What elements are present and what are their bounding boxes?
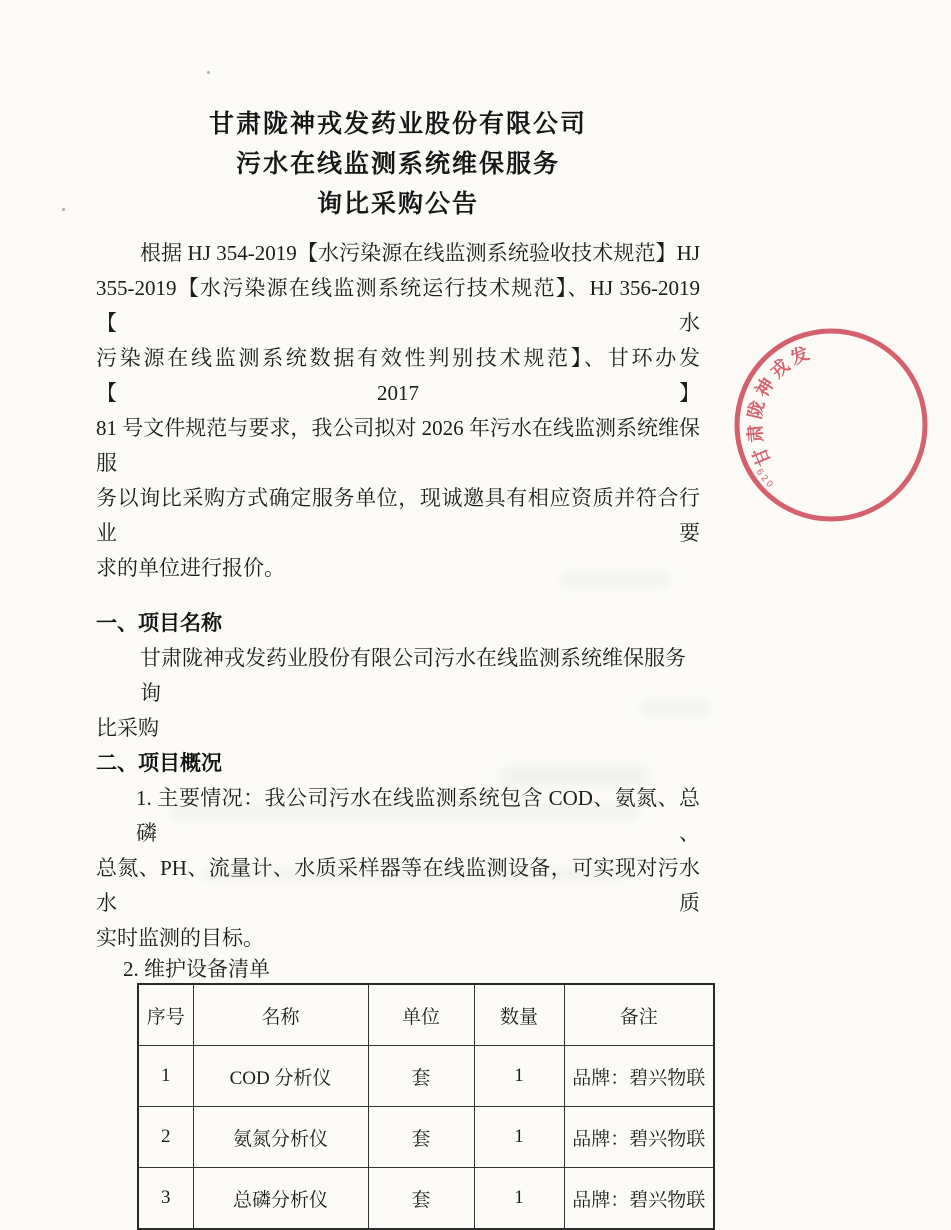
bleed-through-mark (170, 805, 640, 821)
bleed-through-mark (560, 572, 670, 587)
intro-paragraph (96, 236, 700, 586)
table-header-row (138, 984, 714, 1046)
col-header-index: 序号 (138, 984, 193, 1046)
text-line: 总氮、PH、流量计、水质采样器等在线监测设备，可实现对污水水质 (96, 856, 700, 915)
title-line-2: 污水在线监测系统维保服务 (235, 150, 560, 178)
bleed-through-mark (500, 765, 650, 787)
seal-company-name: 甘肃陇神戎发 (744, 341, 816, 469)
cell-remark: 品牌：碧兴物联 (564, 1046, 714, 1107)
cell-unit: 套 (368, 1107, 474, 1168)
cell-name: COD 分析仪 (193, 1046, 368, 1107)
project-name-paragraph (96, 641, 700, 746)
section-heading-project-name: 一、项目名称 (96, 612, 222, 635)
scan-speck (62, 208, 65, 211)
equipment-table (137, 983, 715, 1230)
cell-name: 氨氮分析仪 (193, 1107, 368, 1168)
col-header-quantity: 数量 (474, 984, 564, 1046)
title-line-3: 询比采购公告 (316, 190, 479, 218)
cell-index: 2 (138, 1107, 193, 1168)
cell-unit: 套 (368, 1168, 474, 1230)
text-line: 355-2019【水污染源在线监测系统运行技术规范】、HJ 356-2019【水 (96, 276, 700, 335)
cell-name: 总磷分析仪 (193, 1168, 368, 1230)
cell-unit: 套 (368, 1046, 474, 1107)
col-header-unit: 单位 (368, 984, 474, 1046)
col-header-remark: 备注 (564, 984, 714, 1046)
text-line: 根据 HJ 354-2019【水污染源在线监测系统验收技术规范】HJ (140, 241, 700, 265)
text-line: 污染源在线监测系统数据有效性判别技术规范】、甘环办发【2017】 (96, 346, 700, 405)
scan-speck (207, 71, 210, 74)
text-line: 1. 主要情况：我公司污水在线监测系统包含 COD、氨氮、总磷、 (136, 786, 700, 845)
table-row (138, 1107, 714, 1168)
section-heading-project-overview: 二、项目概况 (96, 752, 222, 775)
text-line: 务以询比采购方式确定服务单位，现诚邀具有相应资质并符合行业要 (96, 486, 700, 545)
cell-quantity: 1 (474, 1046, 564, 1107)
text-line: 实时监测的目标。 (96, 926, 264, 950)
doc-title (96, 104, 700, 224)
cell-remark: 品牌：碧兴物联 (564, 1168, 714, 1230)
table-row (138, 1168, 714, 1230)
cell-index: 3 (138, 1168, 193, 1230)
cell-remark: 品牌：碧兴物联 (564, 1107, 714, 1168)
seal-number: 620 (753, 466, 777, 492)
text-line: 甘肃陇神戎发药业股份有限公司污水在线监测系统维保服务询 (140, 646, 686, 705)
equipment-list-label: 2. 维护设备清单 (123, 957, 270, 981)
table-row (138, 1046, 714, 1107)
title-line-1: 甘肃陇神戎发药业股份有限公司 (208, 110, 587, 138)
cell-index: 1 (138, 1046, 193, 1107)
col-header-name: 名称 (193, 984, 368, 1046)
cell-quantity: 1 (474, 1107, 564, 1168)
bleed-through-mark (640, 700, 710, 716)
text-line: 81 号文件规范与要求，我公司拟对 2026 年污水在线监测系统维保服 (96, 416, 700, 475)
bleed-through-mark (200, 868, 630, 880)
cell-quantity: 1 (474, 1168, 564, 1230)
text-line: 求的单位进行报价。 (96, 556, 285, 580)
text-line: 比采购 (96, 716, 159, 740)
